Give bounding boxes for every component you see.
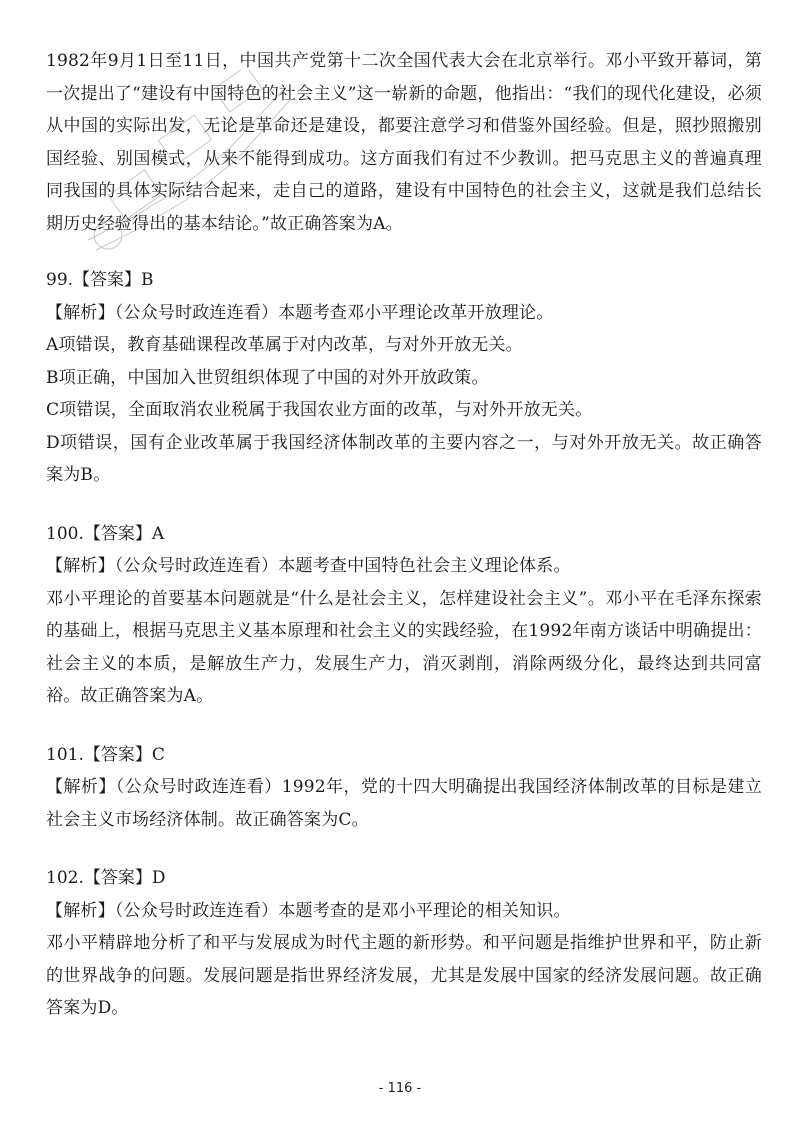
analysis-line: A项错误，教育基础课程改革属于对内改革，与对外开放无关。 xyxy=(46,335,523,355)
answer-heading-102: 102.【答案】D xyxy=(46,868,166,888)
answer-heading-100: 100.【答案】A xyxy=(46,523,165,544)
answer-heading-99: 99.【答案】B xyxy=(46,270,154,290)
answer-block-100 xyxy=(46,518,762,713)
analysis-line: B项正确，中国加入世贸组织体现了中国的对外开放政策。 xyxy=(46,367,489,388)
analysis-line: 邓小平精辟地分析了和平与发展成为时代主题的新形势。和平问题是指维护世界和平，防止新的世界战争的问题。发展问题是指世界经济发展，尤其是发展中国家的经济发展问题。故正确答案为D。 xyxy=(46,933,762,1018)
analysis-line: C项错误，全面取消农业税属于我国农业方面的改革，与对外开放无关。 xyxy=(46,400,593,420)
analysis-line: 【解析】（公众号时政连连看）1992年，党的十四大明确提出我国经济体制改革的目标是建立社会主义市场经济体制。故正确答案为C。 xyxy=(46,777,762,830)
analysis-line: 【解析】（公众号时政连连看）本题考查邓小平理论改革开放理论。 xyxy=(46,302,554,323)
answer-block-102 xyxy=(46,862,762,1025)
answer-heading-101: 101.【答案】C xyxy=(46,744,165,765)
intro-paragraph: 1982年9月1日至11日，中国共产党第十二次全国代表大会在北京举行。邓小平致开幕词，第一次提出了“建设有中国特色的社会主义”这一崭新的命题，他指出：“我们的现代化建设，必须从中国的实际出发，无论是革命还是建设，都要注意学习和借鉴外国经验。但是，照抄照搬别国经验、别国模式，从来不能得到成功。这方面我们有过不少教训。把马克思主义的普遍真理同我国的具体实际结合起来，走自己的道路，建设有中国特色的社会主义，这就是我们总结长期历史经验得出的基本结论。”故正确答案为A。 xyxy=(46,51,762,234)
answer-block-101 xyxy=(46,739,762,837)
analysis-line: D项错误，国有企业改革属于我国经济体制改革的主要内容之一，与对外开放无关。故正确答案为B。 xyxy=(46,432,762,485)
analysis-line: 邓小平理论的首要基本问题就是“什么是社会主义，怎样建设社会主义”。邓小平在毛泽东探索的基础上，根据马克思主义基本原理和社会主义的实践经验，在1992年南方谈话中明确提出：社会主义的本质，是解放生产力，发展生产力，消灭剥削，消除两级分化，最终达到共同富裕。故正确答案为A。 xyxy=(46,588,762,706)
analysis-line: 【解析】（公众号时政连连看）本题考查的是邓小平理论的相关知识。 xyxy=(46,900,571,921)
document-page xyxy=(46,45,762,1051)
page-number: - 116 - xyxy=(378,1081,422,1096)
analysis-line: 【解析】（公众号时政连连看）本题考查中国特色社会主义理论体系。 xyxy=(46,556,571,576)
answer-block-99 xyxy=(46,264,762,492)
